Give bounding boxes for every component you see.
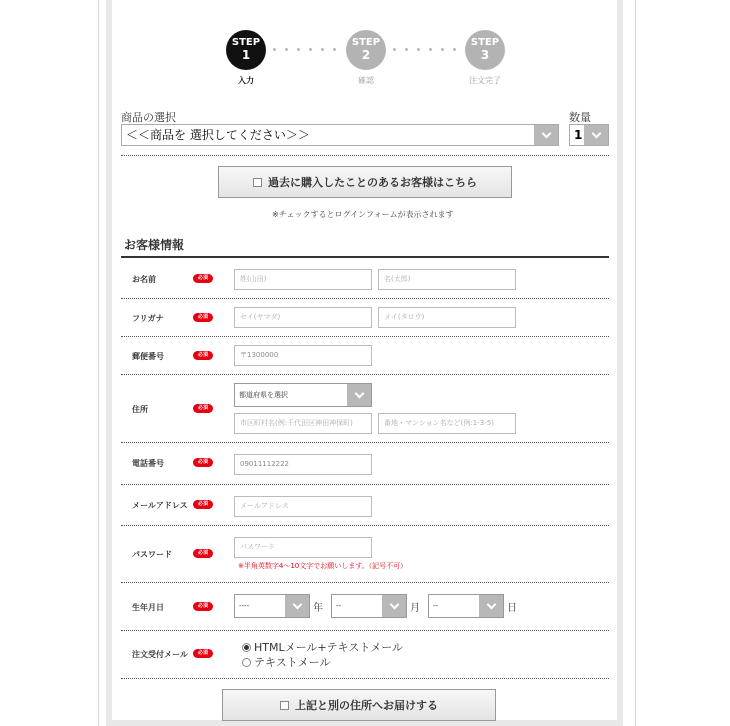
section-title: お客様情報	[124, 238, 185, 252]
mail-format-label: 注文受付メール	[132, 650, 188, 659]
step-2-indicator	[346, 30, 386, 70]
password-label: パスワード	[132, 550, 172, 559]
birth-year-value: ----	[239, 602, 250, 610]
tel-label: 電話番号	[132, 459, 164, 468]
birth-year-select[interactable]	[234, 594, 310, 618]
password-input[interactable]: パスワード	[234, 537, 372, 558]
section-rule	[121, 256, 609, 258]
chevron-down-icon	[382, 595, 406, 617]
product-label: 商品の選択	[121, 111, 176, 124]
login-note: ※チェックするとログインフォームが表示されます	[272, 210, 454, 219]
birth-day-select[interactable]	[428, 594, 504, 618]
returning-customer-button[interactable]	[218, 166, 512, 198]
step-1-number: 1	[241, 48, 251, 62]
step-3-indicator	[465, 30, 505, 70]
required-badge: 必須	[193, 274, 213, 283]
chevron-down-icon	[534, 125, 558, 145]
divider	[121, 155, 609, 156]
kana-label: フリガナ	[132, 314, 164, 323]
quantity-select[interactable]	[569, 124, 609, 146]
prefecture-selected-value: 都道府県を選択	[239, 391, 288, 399]
product-select[interactable]	[121, 124, 559, 146]
day-unit: 日	[507, 603, 517, 614]
first-name-kana-input[interactable]: メイ(タロウ)	[378, 307, 516, 328]
divider	[121, 525, 609, 526]
name-label: お名前	[132, 275, 156, 284]
mail-format-option-text[interactable]	[242, 654, 330, 670]
divider	[121, 484, 609, 485]
divider	[121, 582, 609, 583]
step-1-caption: 入力	[238, 76, 254, 85]
radio-checked-icon	[242, 643, 251, 652]
divider	[121, 678, 609, 679]
email-label: メールアドレス	[132, 501, 188, 510]
chevron-down-icon	[285, 595, 309, 617]
step-connector	[273, 48, 336, 50]
required-badge: 必須	[193, 313, 213, 322]
street-input[interactable]: 番地・マンション名など(例:1-3-5)	[378, 413, 516, 434]
step-2-caption: 確認	[358, 76, 374, 85]
checkbox-icon	[253, 178, 262, 187]
quantity-value: 1	[574, 128, 583, 142]
divider	[121, 442, 609, 443]
chevron-down-icon	[347, 384, 371, 406]
zip-label: 郵便番号	[132, 352, 164, 361]
birth-day-value: --	[433, 602, 439, 610]
mail-format-option-label: テキストメール	[254, 656, 331, 669]
returning-customer-label: 過去に購入したことのあるお客様はこちら	[268, 176, 477, 189]
year-unit: 年	[313, 603, 323, 614]
birthdate-label: 生年月日	[132, 603, 164, 612]
divider	[121, 630, 609, 631]
last-name-kana-input[interactable]: セイ(ヤマダ)	[234, 307, 372, 328]
checkbox-icon	[280, 701, 289, 710]
city-input[interactable]: 市区町村名(例:千代田区神田神保町)	[234, 413, 372, 434]
step-1-indicator	[226, 30, 266, 70]
required-badge: 必須	[193, 602, 213, 611]
step-3-caption: 注文完了	[469, 76, 501, 85]
divider	[121, 336, 609, 337]
required-badge: 必須	[193, 500, 213, 509]
mail-format-option-html[interactable]	[242, 639, 403, 655]
birth-month-select[interactable]	[331, 594, 407, 618]
password-note: ※半角英数字4～10文字でお願いします。（記号不可）	[238, 562, 408, 570]
month-unit: 月	[410, 603, 420, 614]
step-2-number: 2	[361, 48, 371, 62]
step-1-label: STEP	[231, 37, 261, 48]
tel-input[interactable]: 09011112222	[234, 454, 372, 475]
required-badge: 必須	[193, 549, 213, 558]
email-input[interactable]: メールアドレス	[234, 496, 372, 517]
last-name-input[interactable]: 姓(山田)	[234, 269, 372, 290]
address-label: 住所	[132, 405, 148, 414]
divider	[121, 298, 609, 299]
divider	[121, 374, 609, 375]
zip-input[interactable]: 〒1300000	[234, 345, 372, 366]
step-3-label: STEP	[470, 37, 500, 48]
chevron-down-icon	[584, 125, 608, 145]
first-name-input[interactable]: 名(太郎)	[378, 269, 516, 290]
radio-unchecked-icon	[242, 658, 251, 667]
product-selected-value: ＜＜商品を 選択してください＞＞	[126, 128, 310, 142]
required-badge: 必須	[193, 351, 213, 360]
prefecture-select[interactable]	[234, 383, 372, 407]
chevron-down-icon	[479, 595, 503, 617]
step-2-label: STEP	[351, 37, 381, 48]
birth-month-value: --	[336, 602, 342, 610]
step-connector	[393, 48, 456, 50]
required-badge: 必須	[193, 649, 213, 658]
mail-format-option-label: HTMLメール+テキストメール	[254, 641, 404, 654]
required-badge: 必須	[193, 458, 213, 467]
step-3-number: 3	[480, 48, 490, 62]
required-badge: 必須	[193, 404, 213, 413]
ship-to-other-address-label: 上記と別の住所へお届けする	[295, 699, 438, 712]
quantity-label: 数量	[569, 111, 591, 124]
ship-to-other-address-button[interactable]	[222, 689, 496, 721]
